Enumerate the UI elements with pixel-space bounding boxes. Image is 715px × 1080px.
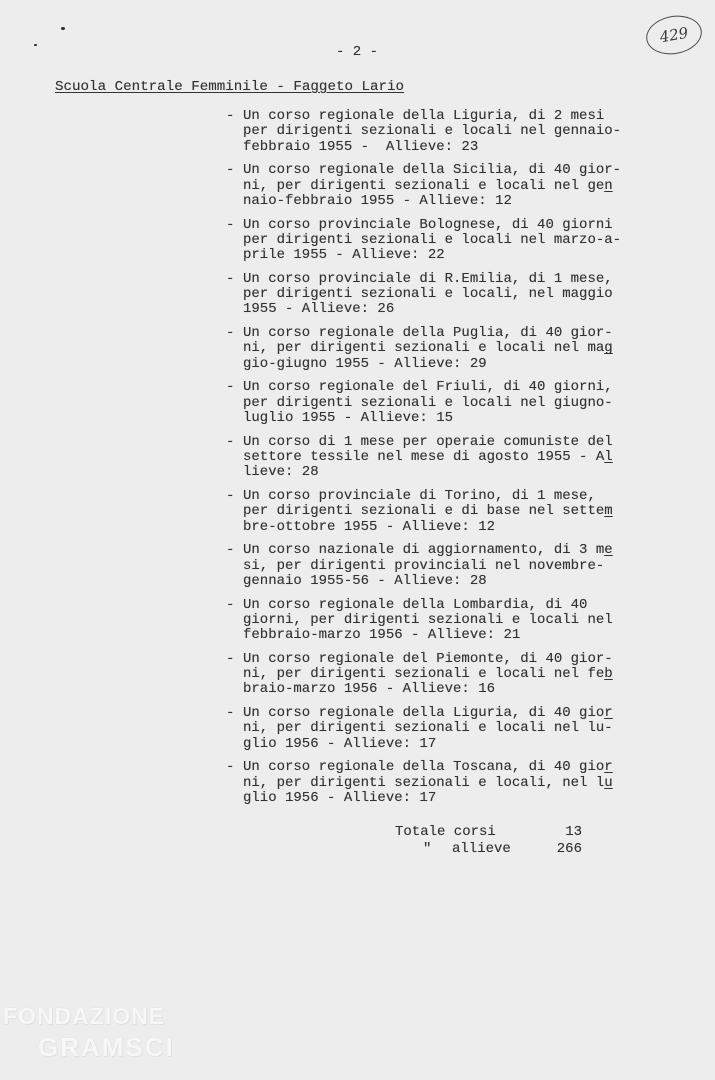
ditto-mark: " — [423, 841, 432, 857]
bullet-dash: - — [226, 542, 235, 559]
course-line-text: Un corso nazionale di aggiornamento, di 3 m — [243, 542, 605, 559]
course-line-text: Un corso regionale della Toscana, di 40 gio — [243, 759, 605, 776]
hyphenation-underlined-char: r — [604, 759, 613, 776]
course-item — [226, 598, 621, 644]
course-line — [243, 489, 613, 504]
course-line — [243, 613, 613, 628]
course-line — [243, 559, 613, 574]
course-line — [243, 791, 613, 806]
course-line-text: bre-ottobre 1955 - Allieve: 12 — [243, 518, 496, 535]
course-item — [226, 163, 621, 209]
course-line-text: ni, per dirigenti sezionali e locali nel ma — [243, 340, 605, 357]
totals-courses-label: Totale corsi — [395, 824, 496, 840]
course-line-text: Un corso provinciale di Torino, di 1 mese, — [243, 487, 596, 504]
course-text — [243, 380, 613, 426]
course-line — [243, 450, 613, 465]
bullet-dash: - — [226, 108, 235, 124]
course-item — [226, 652, 621, 698]
course-text — [243, 652, 613, 698]
course-item — [226, 435, 621, 481]
course-line-text: glio 1956 - Allieve: 17 — [243, 735, 437, 752]
course-text — [243, 706, 613, 752]
watermark-line-2: GRAMSCI — [38, 1032, 175, 1062]
bullet-dash: - — [226, 487, 235, 504]
course-line — [243, 109, 621, 124]
course-line — [243, 721, 613, 736]
hyphenation-underlined-char: r — [604, 705, 613, 722]
course-line — [243, 652, 613, 667]
course-line-text: luglio 1955 - Allieve: 15 — [243, 410, 454, 426]
totals-students-label: allieve — [452, 841, 511, 857]
bullet-dash: - — [226, 162, 235, 179]
course-line — [243, 465, 613, 480]
hyphenation-underlined-char: n — [604, 177, 613, 194]
course-line-text: Un corso regionale del Friuli, di 40 giorni, — [243, 379, 613, 396]
course-line-text: Un corso regionale della Lombardia, di 40 — [243, 596, 588, 613]
course-line — [243, 124, 621, 139]
course-item — [226, 272, 621, 318]
page-title: Scuola Centrale Femminile - Faggeto Lario — [55, 79, 405, 95]
course-item — [226, 380, 621, 426]
course-line — [243, 543, 613, 558]
ink-mark — [61, 27, 65, 30]
course-line — [243, 737, 613, 752]
course-line-text: per dirigenti sezionali e locali nel marzo-a- — [243, 231, 622, 248]
course-line-text: naio-febbraio 1955 - Allieve: 12 — [243, 192, 512, 209]
course-line-text: per dirigenti sezionali e locali nel gennaio- — [243, 123, 622, 140]
hyphenation-underlined-char: e — [604, 542, 613, 559]
bullet-dash: - — [226, 270, 235, 287]
course-line-text: febbraio 1955 - Allieve: 23 — [243, 138, 479, 155]
course-line — [243, 357, 613, 372]
course-text — [243, 760, 613, 806]
course-item — [226, 218, 621, 264]
course-line-text: Un corso regionale della Sicilia, di 40 gior- — [243, 162, 622, 179]
bullet-dash: - — [226, 379, 235, 396]
course-text — [243, 326, 613, 372]
bullet-dash: - — [226, 596, 235, 613]
course-line-text: gio-giugno 1955 - Allieve: 29 — [243, 355, 487, 372]
course-line-text: settore tessile nel mese di agosto 1955 - A — [243, 448, 605, 465]
course-item — [226, 760, 621, 806]
course-line-text: per dirigenti sezionali e locali, nel maggio — [243, 286, 613, 303]
course-line-text: glio 1956 - Allieve: 17 — [243, 789, 437, 806]
course-text — [243, 163, 621, 209]
bullet-dash: - — [226, 433, 235, 450]
course-line — [243, 760, 613, 775]
course-line-text: Un corso regionale del Piemonte, di 40 gior- — [243, 650, 613, 667]
archive-number-annotation — [643, 11, 705, 58]
course-line-text: Un corso regionale della Liguria, di 40 gio — [243, 705, 605, 722]
totals-courses-value: 13 — [565, 824, 582, 840]
course-line-text: Un corso provinciale di R.Emilia, di 1 mese, — [243, 270, 613, 287]
course-line-text: per dirigenti sezionali e di base nel sette — [243, 503, 605, 520]
course-line — [243, 272, 613, 287]
hyphenation-underlined-char: b — [604, 666, 613, 683]
course-text — [243, 218, 621, 264]
course-line-text: Un corso provinciale Bolognese, di 40 giorni — [243, 216, 613, 233]
course-item — [226, 109, 621, 155]
course-line-text: 1955 - Allieve: 26 — [243, 301, 395, 318]
course-text — [243, 598, 613, 644]
course-line — [243, 302, 613, 317]
hyphenation-underlined-char: g — [604, 340, 613, 357]
bullet-dash: - — [226, 705, 235, 722]
course-line — [243, 179, 621, 194]
course-line — [243, 435, 613, 450]
course-line — [243, 140, 621, 155]
archive-number: 429 — [658, 23, 690, 47]
course-line — [243, 520, 613, 535]
course-line-text: prile 1955 - Allieve: 22 — [243, 247, 445, 264]
course-line — [243, 574, 613, 589]
hyphenation-underlined-char: u — [604, 774, 613, 791]
course-line-text: Un corso regionale della Puglia, di 40 gior- — [243, 325, 613, 342]
totals-block — [395, 824, 582, 858]
hyphenation-underlined-char: l — [604, 448, 613, 465]
course-line — [243, 341, 613, 356]
course-line-text: ni, per dirigenti sezionali e locali nel lu- — [243, 720, 613, 737]
course-list — [226, 109, 621, 815]
course-line — [243, 218, 621, 233]
course-line — [243, 628, 613, 643]
totals-courses-row — [395, 824, 582, 841]
course-text — [243, 272, 613, 318]
totals-students-value: 266 — [556, 841, 582, 857]
course-line-text: febbraio-marzo 1956 - Allieve: 21 — [243, 627, 521, 644]
ink-mark — [34, 44, 37, 46]
course-line-text: giorni, per dirigenti sezionali e locali nel — [243, 611, 613, 628]
course-line — [243, 233, 621, 248]
course-line — [243, 776, 613, 791]
course-line-text: ni, per dirigenti sezionali e locali, nel l — [243, 774, 605, 791]
course-line — [243, 248, 621, 263]
course-line-text: Un corso di 1 mese per operaie comuniste del — [243, 433, 613, 450]
course-item — [226, 489, 621, 535]
bullet-dash: - — [226, 325, 235, 342]
bullet-dash: - — [226, 759, 235, 776]
course-line-text: ni, per dirigenti sezionali e locali nel fe — [243, 666, 605, 683]
course-text — [243, 489, 613, 535]
course-line-text: per dirigenti sezionali e locali nel giugno- — [243, 394, 613, 411]
course-line — [243, 682, 613, 697]
course-line-text: Un corso regionale della Liguria, di 2 mesi — [243, 108, 605, 124]
watermark-line-1: FONDAZIONE — [3, 1003, 166, 1029]
course-text — [243, 543, 613, 589]
course-line-text: braio-marzo 1956 - Allieve: 16 — [243, 681, 496, 698]
course-line-text: si, per dirigenti provinciali nel novembre- — [243, 557, 605, 574]
hyphenation-underlined-char: m — [604, 503, 613, 520]
course-text — [243, 435, 613, 481]
course-line — [243, 194, 621, 209]
course-line — [243, 598, 613, 613]
course-line — [243, 163, 621, 178]
bullet-dash: - — [226, 650, 235, 667]
bullet-dash: - — [226, 216, 235, 233]
course-line-text: lieve: 28 — [243, 464, 319, 481]
course-line — [243, 411, 613, 426]
course-item — [226, 706, 621, 752]
totals-students-row — [395, 841, 582, 858]
course-item — [226, 326, 621, 372]
course-item — [226, 543, 621, 589]
course-line-text: gennaio 1955-56 - Allieve: 28 — [243, 572, 487, 589]
page-number: - 2 - — [336, 44, 379, 60]
course-text — [243, 109, 621, 155]
course-line — [243, 380, 613, 395]
course-line — [243, 396, 613, 411]
course-line-text: ni, per dirigenti sezionali e locali nel ge — [243, 177, 605, 194]
course-line — [243, 504, 613, 519]
